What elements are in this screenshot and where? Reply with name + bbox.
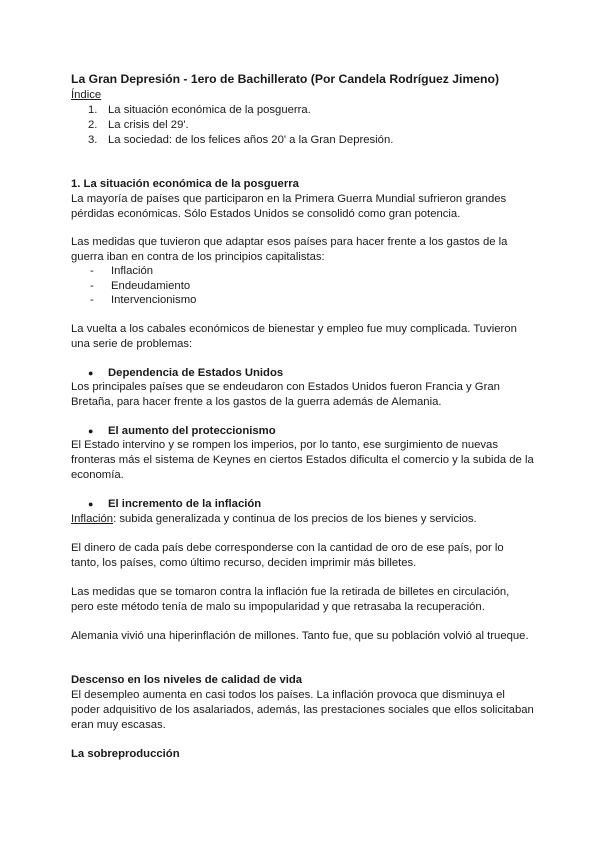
definition-line [71,512,477,526]
index-item: La crisis del 29'. [108,119,189,131]
document-title: La Gran Depresión - 1ero de Bachillerato (Por Candela Rodríguez Jimeno) [71,72,500,86]
paragraph-line: Los principales países que se endeudaron con Estados Unidos fueron Francia y Gran [71,381,500,393]
list-item: Intervencionismo [111,294,197,306]
paragraph-line: pero este método tenía de malo su impopularidad y que retrasaba la recuperación. [71,601,485,613]
list-dash: - [90,280,94,292]
paragraph-line: poder adquisitivo de los asalariados, además, las prestaciones sociales que ellos solicitaban [71,704,534,716]
list-dash: - [90,294,94,306]
paragraph-line: El Estado intervino y se rompen los imperios, por lo tanto, ese surgimiento de nuevas [71,439,498,451]
bullet-icon: ● [88,499,94,509]
paragraph-line: Las medidas que tuvieron que adaptar esos países para hacer frente a los gastos de la [71,236,508,248]
paragraph-line: economía. [71,469,124,481]
paragraph-line: Bretaña, para hacer frente a los gastos de la guerra además de Alemania. [71,396,442,408]
section-heading: Descenso en los niveles de calidad de vida [71,674,303,686]
paragraph-line: El desempleo aumenta en casi todos los países. La inflación provoca que disminuya el [71,689,505,701]
definition-term: Inflación [71,513,114,525]
paragraph-line: tanto, los países, como último recurso, deciden imprimir más billetes. [71,557,417,569]
index-label: Índice [71,89,102,101]
bullet-icon: ● [88,368,94,378]
list-item: Inflación [111,265,154,277]
paragraph-line: Alemania vivió una hiperinflación de millones. Tanto fue, que su población volvió al trueque. [71,630,529,642]
index-item: La sociedad: de los felices años 20' a la Gran Depresión. [108,134,394,146]
paragraph-line: La vuelta a los cabales económicos de bienestar y empleo fue muy complicada. Tuvieron [71,323,517,335]
paragraph-line: Las medidas que se tomaron contra la inflación fue la retirada de billetes en circulación, [71,586,510,598]
definition-text: : subida generalizada y continua de los precios de los bienes y servicios. [113,513,477,525]
list-item: Endeudamiento [111,280,191,292]
paragraph-line: una serie de problemas: [71,338,193,350]
paragraph-line: El dinero de cada país debe corresponderse con la cantidad de oro de ese país, por lo [71,542,504,554]
bullet-heading: Dependencia de Estados Unidos [108,367,284,379]
paragraph-line: fronteras más el sistema de Keynes en ciertos Estados dificulta el comercio y la subida de la [71,454,534,466]
section-heading: 1. La situación económica de la posguerra [71,178,299,190]
index-number: 1. [88,104,98,116]
index-item: La situación económica de la posguerra. [108,104,311,116]
paragraph-line: pérdidas económicas. Sólo Estados Unidos se consolidó como gran potencia. [71,208,461,220]
paragraph-line: eran muy escasas. [71,719,166,731]
bullet-heading: El incremento de la inflación [108,498,262,510]
index-number: 3. [88,134,98,146]
paragraph-line: guerra iban en contra de los principios capitalistas: [71,251,325,263]
paragraph-line: La mayoría de países que participaron en la Primera Guerra Mundial sufrieron grandes [71,193,507,205]
bullet-heading: El aumento del proteccionismo [108,425,276,437]
index-number: 2. [88,119,98,131]
list-dash: - [90,265,94,277]
section-heading: La sobreproducción [71,748,180,760]
bullet-icon: ● [88,426,94,436]
